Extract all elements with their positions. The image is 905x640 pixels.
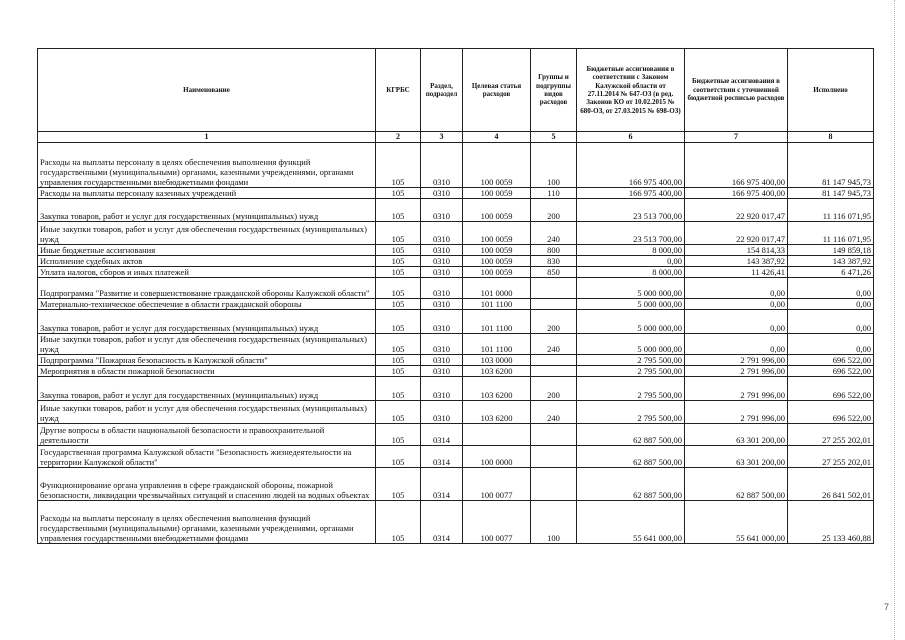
row-roster-amount: 55 641 000,00 <box>685 501 788 544</box>
row-executed-amount: 27 255 202,01 <box>788 446 874 468</box>
col-header-roster: Бюджетные ассигнования в соответствии с уточненной бюджетной росписью расходов <box>685 49 788 132</box>
row-group: 800 <box>531 245 577 256</box>
row-name: Расходы на выплаты персоналу в целях обеспечения выполнения функций государственными (муниципальными) органами, казенными учреждениями, органами управления государственными внебюджетными фондами <box>38 143 376 188</box>
row-target <box>463 424 531 446</box>
row-target: 103 6200 <box>463 377 531 401</box>
row-name: Мероприятия в области пожарной безопасности <box>38 366 376 377</box>
col-header-kgrbs: КГРБС <box>376 49 421 132</box>
table-row <box>38 256 874 267</box>
row-law-amount: 2 795 500,00 <box>577 401 685 424</box>
row-group <box>531 446 577 468</box>
row-kgrbs: 105 <box>376 377 421 401</box>
row-target: 103 6200 <box>463 366 531 377</box>
table-row <box>38 501 874 544</box>
row-kgrbs: 105 <box>376 334 421 355</box>
row-target: 101 1100 <box>463 310 531 334</box>
row-section: 0310 <box>421 401 463 424</box>
row-kgrbs: 105 <box>376 256 421 267</box>
col-header-name: Наименование <box>38 49 376 132</box>
table-row <box>38 245 874 256</box>
table-row <box>38 188 874 199</box>
row-group: 110 <box>531 188 577 199</box>
row-law-amount: 2 795 500,00 <box>577 355 685 366</box>
row-section: 0310 <box>421 334 463 355</box>
row-executed-amount: 0,00 <box>788 334 874 355</box>
row-roster-amount: 166 975 400,00 <box>685 188 788 199</box>
row-kgrbs: 105 <box>376 245 421 256</box>
row-law-amount: 8 000,00 <box>577 245 685 256</box>
row-group: 200 <box>531 199 577 222</box>
row-target: 100 0077 <box>463 468 531 501</box>
row-section: 0310 <box>421 299 463 310</box>
row-name: Государственная программа Калужской области "Безопасность жизнедеятельности на территории Калужской области" <box>38 446 376 468</box>
row-roster-amount: 11 426,41 <box>685 267 788 278</box>
row-executed-amount: 27 255 202,01 <box>788 424 874 446</box>
row-law-amount: 23 513 700,00 <box>577 222 685 245</box>
col-number: 6 <box>577 132 685 143</box>
row-law-amount: 62 887 500,00 <box>577 446 685 468</box>
budget-execution-sheet <box>37 48 873 544</box>
row-executed-amount: 25 133 460,88 <box>788 501 874 544</box>
row-kgrbs: 105 <box>376 143 421 188</box>
table-row <box>38 377 874 401</box>
budget-table <box>37 48 874 544</box>
row-law-amount: 5 000 000,00 <box>577 334 685 355</box>
row-group: 100 <box>531 143 577 188</box>
row-roster-amount: 0,00 <box>685 334 788 355</box>
row-roster-amount: 22 920 017,47 <box>685 222 788 245</box>
row-target: 103 0000 <box>463 355 531 366</box>
row-section: 0310 <box>421 278 463 299</box>
row-section: 0310 <box>421 188 463 199</box>
row-law-amount: 23 513 700,00 <box>577 199 685 222</box>
row-executed-amount: 26 841 502,01 <box>788 468 874 501</box>
row-executed-amount: 11 116 071,95 <box>788 199 874 222</box>
row-target: 100 0059 <box>463 199 531 222</box>
row-executed-amount: 6 471,26 <box>788 267 874 278</box>
col-number: 7 <box>685 132 788 143</box>
header-row <box>38 49 874 132</box>
table-row <box>38 366 874 377</box>
row-name: Закупка товаров, работ и услуг для государственных (муниципальных) нужд <box>38 377 376 401</box>
table-body <box>38 143 874 544</box>
row-name: Иные закупки товаров, работ и услуг для обеспечения государственных (муниципальных) нужд <box>38 401 376 424</box>
row-roster-amount: 2 791 996,00 <box>685 401 788 424</box>
row-executed-amount: 0,00 <box>788 278 874 299</box>
row-name: Уплата налогов, сборов и иных платежей <box>38 267 376 278</box>
row-roster-amount: 154 814,33 <box>685 245 788 256</box>
row-group: 830 <box>531 256 577 267</box>
row-section: 0314 <box>421 501 463 544</box>
row-name: Иные закупки товаров, работ и услуг для обеспечения государственных (муниципальных) нужд <box>38 222 376 245</box>
row-target: 103 6200 <box>463 401 531 424</box>
row-name: Иные закупки товаров, работ и услуг для обеспечения государственных (муниципальных) нужд <box>38 334 376 355</box>
margin-divider <box>893 0 895 640</box>
col-number: 4 <box>463 132 531 143</box>
row-kgrbs: 105 <box>376 501 421 544</box>
row-target: 101 1100 <box>463 299 531 310</box>
row-group <box>531 366 577 377</box>
row-name: Закупка товаров, работ и услуг для государственных (муниципальных) нужд <box>38 199 376 222</box>
row-group <box>531 355 577 366</box>
table-row <box>38 143 874 188</box>
row-name: Подпрограмма "Пожарная безопасность в Калужской области" <box>38 355 376 366</box>
row-law-amount: 2 795 500,00 <box>577 366 685 377</box>
row-law-amount: 166 975 400,00 <box>577 188 685 199</box>
page-marker: 7 <box>883 602 889 612</box>
row-target: 101 0000 <box>463 278 531 299</box>
row-group: 240 <box>531 222 577 245</box>
row-section: 0310 <box>421 199 463 222</box>
row-law-amount: 2 795 500,00 <box>577 377 685 401</box>
col-header-executed: Исполнено <box>788 49 874 132</box>
row-roster-amount: 22 920 017,47 <box>685 199 788 222</box>
row-kgrbs: 105 <box>376 199 421 222</box>
row-section: 0310 <box>421 222 463 245</box>
row-target: 100 0059 <box>463 267 531 278</box>
row-executed-amount: 696 522,00 <box>788 401 874 424</box>
row-law-amount: 5 000 000,00 <box>577 310 685 334</box>
row-law-amount: 0,00 <box>577 256 685 267</box>
row-law-amount: 55 641 000,00 <box>577 501 685 544</box>
row-section: 0314 <box>421 446 463 468</box>
row-name: Закупка товаров, работ и услуг для государственных (муниципальных) нужд <box>38 310 376 334</box>
row-executed-amount: 81 147 945,73 <box>788 188 874 199</box>
row-kgrbs: 105 <box>376 355 421 366</box>
row-group: 200 <box>531 310 577 334</box>
row-name: Расходы на выплаты персоналу в целях обеспечения выполнения функций государственными (муниципальными) органами, казенными учреждениями, органами управления государственными внебюджетными фондами <box>38 501 376 544</box>
row-kgrbs: 105 <box>376 267 421 278</box>
row-executed-amount: 696 522,00 <box>788 366 874 377</box>
col-number: 5 <box>531 132 577 143</box>
row-target: 100 0059 <box>463 256 531 267</box>
row-section: 0314 <box>421 468 463 501</box>
row-executed-amount: 696 522,00 <box>788 355 874 366</box>
row-name: Исполнение судебных актов <box>38 256 376 267</box>
row-group: 240 <box>531 401 577 424</box>
row-group <box>531 299 577 310</box>
row-kgrbs: 105 <box>376 310 421 334</box>
row-group: 240 <box>531 334 577 355</box>
col-number: 2 <box>376 132 421 143</box>
row-executed-amount: 149 859,18 <box>788 245 874 256</box>
row-roster-amount: 143 387,92 <box>685 256 788 267</box>
row-executed-amount: 81 147 945,73 <box>788 143 874 188</box>
col-header-section: Раздел, подраздел <box>421 49 463 132</box>
column-number-row <box>38 132 874 143</box>
row-section: 0310 <box>421 256 463 267</box>
row-roster-amount: 0,00 <box>685 278 788 299</box>
row-section: 0310 <box>421 267 463 278</box>
row-law-amount: 62 887 500,00 <box>577 424 685 446</box>
col-header-target: Целевая статья расходов <box>463 49 531 132</box>
row-group: 200 <box>531 377 577 401</box>
row-target: 100 0000 <box>463 446 531 468</box>
row-kgrbs: 105 <box>376 468 421 501</box>
col-header-law: Бюджетные ассигнования в соответствии с Законом Калужской области от 27.11.2014 № 647-ОЗ (в ред. Законов КО от 10.02.2015 № 680-ОЗ, от 27.03.2015 № 698-ОЗ) <box>577 49 685 132</box>
table-row <box>38 299 874 310</box>
row-kgrbs: 105 <box>376 188 421 199</box>
row-law-amount: 5 000 000,00 <box>577 299 685 310</box>
col-header-group: Группы и подгруппы видов расходов <box>531 49 577 132</box>
row-section: 0310 <box>421 366 463 377</box>
row-name: Функционирование органа управления в сфере гражданской обороны, пожарной безопасности, ликвидации чрезвычайных ситуаций и спасению людей на водных объектах <box>38 468 376 501</box>
row-name: Расходы на выплаты персоналу казенных учреждений <box>38 188 376 199</box>
row-roster-amount: 0,00 <box>685 310 788 334</box>
row-roster-amount: 62 887 500,00 <box>685 468 788 501</box>
row-roster-amount: 166 975 400,00 <box>685 143 788 188</box>
table-row <box>38 446 874 468</box>
row-roster-amount: 63 301 200,00 <box>685 424 788 446</box>
table-row <box>38 199 874 222</box>
row-section: 0314 <box>421 424 463 446</box>
row-name: Иные бюджетные ассигнования <box>38 245 376 256</box>
row-section: 0310 <box>421 355 463 366</box>
row-roster-amount: 63 301 200,00 <box>685 446 788 468</box>
row-section: 0310 <box>421 143 463 188</box>
row-law-amount: 62 887 500,00 <box>577 468 685 501</box>
row-roster-amount: 2 791 996,00 <box>685 366 788 377</box>
row-law-amount: 166 975 400,00 <box>577 143 685 188</box>
row-kgrbs: 105 <box>376 222 421 245</box>
row-name: Другие вопросы в области национальной безопасности и правоохранительной деятельности <box>38 424 376 446</box>
row-group: 100 <box>531 501 577 544</box>
row-name: Материально-техническое обеспечение в области гражданской обороны <box>38 299 376 310</box>
table-row <box>38 278 874 299</box>
table-row <box>38 355 874 366</box>
row-kgrbs: 105 <box>376 424 421 446</box>
row-target: 101 1100 <box>463 334 531 355</box>
row-group <box>531 424 577 446</box>
row-group <box>531 468 577 501</box>
row-target: 100 0059 <box>463 188 531 199</box>
row-law-amount: 8 000,00 <box>577 267 685 278</box>
row-kgrbs: 105 <box>376 446 421 468</box>
col-number: 3 <box>421 132 463 143</box>
row-kgrbs: 105 <box>376 278 421 299</box>
table-row <box>38 401 874 424</box>
row-executed-amount: 696 522,00 <box>788 377 874 401</box>
row-group <box>531 278 577 299</box>
col-number: 8 <box>788 132 874 143</box>
row-roster-amount: 0,00 <box>685 299 788 310</box>
row-executed-amount: 0,00 <box>788 299 874 310</box>
row-executed-amount: 143 387,92 <box>788 256 874 267</box>
table-row <box>38 424 874 446</box>
row-group: 850 <box>531 267 577 278</box>
table-row <box>38 334 874 355</box>
row-target: 100 0077 <box>463 501 531 544</box>
row-kgrbs: 105 <box>376 299 421 310</box>
col-number: 1 <box>38 132 376 143</box>
row-target: 100 0059 <box>463 143 531 188</box>
table-row <box>38 310 874 334</box>
row-executed-amount: 11 116 071,95 <box>788 222 874 245</box>
row-roster-amount: 2 791 996,00 <box>685 355 788 366</box>
row-section: 0310 <box>421 310 463 334</box>
row-target: 100 0059 <box>463 245 531 256</box>
row-kgrbs: 105 <box>376 366 421 377</box>
row-kgrbs: 105 <box>376 401 421 424</box>
row-name: Подпрограмма "Развитие и совершенствование гражданской обороны Калужской области" <box>38 278 376 299</box>
row-section: 0310 <box>421 245 463 256</box>
row-executed-amount: 0,00 <box>788 310 874 334</box>
row-target: 100 0059 <box>463 222 531 245</box>
table-row <box>38 267 874 278</box>
table-row <box>38 468 874 501</box>
row-law-amount: 5 000 000,00 <box>577 278 685 299</box>
table-row <box>38 222 874 245</box>
row-section: 0310 <box>421 377 463 401</box>
row-roster-amount: 2 791 996,00 <box>685 377 788 401</box>
